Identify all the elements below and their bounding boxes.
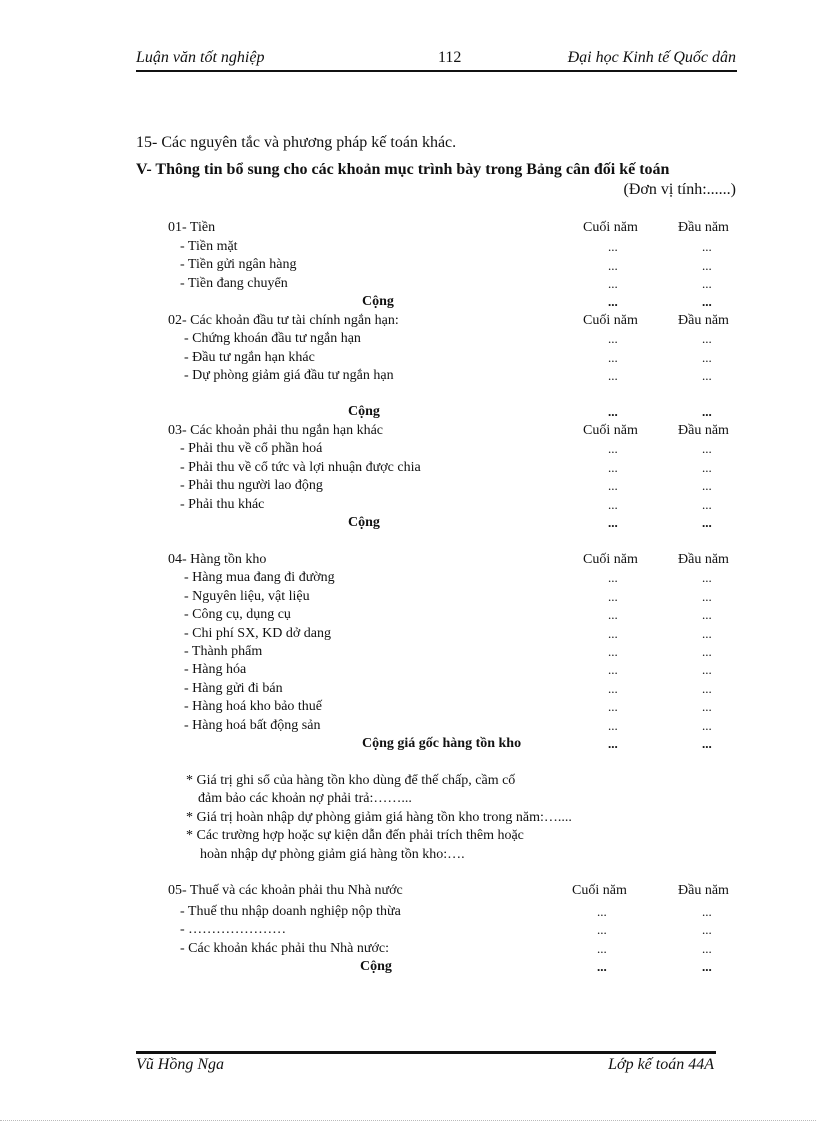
unit-label: (Đơn vị tính:......)	[623, 181, 736, 198]
value-begin: ...	[702, 607, 712, 622]
value-end: ...	[597, 904, 607, 919]
col-end-header: Cuối năm	[583, 552, 638, 567]
s02-row: - Đầu tư ngắn hạn khác	[184, 350, 315, 365]
s03-row: - Phải thu khác	[180, 497, 265, 512]
s05-row: - Các khoản khác phải thu Nhà nước:	[180, 941, 389, 956]
s03-total-end: ...	[608, 515, 618, 530]
value-begin: ...	[702, 589, 712, 604]
col-begin-header: Đầu năm	[678, 423, 729, 438]
s01-total-label: Cộng	[362, 294, 394, 309]
value-begin: ...	[702, 941, 712, 956]
value-begin: ...	[702, 350, 712, 365]
value-end: ...	[608, 718, 618, 733]
value-end: ...	[608, 276, 618, 291]
value-begin: ...	[702, 258, 712, 273]
value-end: ...	[608, 331, 618, 346]
value-end: ...	[608, 460, 618, 475]
s03-title: 03- Các khoản phải thu ngắn hạn khác	[168, 423, 383, 438]
s02-total-begin: ...	[702, 404, 712, 419]
s01-row: - Tiền đang chuyển	[180, 276, 288, 291]
value-begin: ...	[702, 718, 712, 733]
header-left: Luận văn tốt nghiệp	[136, 49, 265, 66]
footer-right: Lớp kế toán 44A	[608, 1056, 714, 1073]
value-end: ...	[608, 626, 618, 641]
s02-total-end: ...	[608, 404, 618, 419]
s04-title: 04- Hàng tồn kho	[168, 552, 267, 567]
s03-total-label: Cộng	[348, 515, 380, 530]
page-bottom-border	[0, 1120, 816, 1121]
s05-row: - …………………	[180, 922, 287, 937]
s04-note: đảm bảo các khoản nợ phải trả:……...	[198, 791, 412, 806]
section-v-title: V- Thông tin bổ sung cho các khoản mục trình bày trong Bảng cân đối kế toán	[136, 161, 670, 178]
value-begin: ...	[702, 644, 712, 659]
value-end: ...	[608, 258, 618, 273]
header-rule	[136, 70, 737, 72]
item-15: 15- Các nguyên tắc và phương pháp kế toán khác.	[136, 134, 457, 151]
value-end: ...	[597, 922, 607, 937]
header-right: Đại học Kinh tế Quốc dân	[567, 49, 736, 66]
s04-row: - Hàng hoá bất động sản	[184, 718, 321, 733]
s05-total-label: Cộng	[360, 959, 392, 974]
value-begin: ...	[702, 699, 712, 714]
value-begin: ...	[702, 497, 712, 512]
s03-row: - Phải thu về cổ tức và lợi nhuận được chia	[180, 460, 421, 475]
s01-row: - Tiền gửi ngân hàng	[180, 257, 297, 272]
s04-row: - Công cụ, dụng cụ	[184, 607, 291, 622]
col-begin-header: Đầu năm	[678, 220, 729, 235]
footer-rule	[136, 1051, 716, 1054]
s04-note: * Giá trị ghi sổ của hàng tồn kho dùng để thế chấp, cầm cố	[186, 773, 516, 788]
s02-row: - Dự phòng giảm giá đầu tư ngắn hạn	[184, 368, 394, 383]
value-end: ...	[608, 478, 618, 493]
value-end: ...	[608, 644, 618, 659]
value-begin: ...	[702, 662, 712, 677]
s04-row: - Hàng mua đang đi đường	[184, 570, 335, 585]
s01-total-begin: ...	[702, 294, 712, 309]
s02-title: 02- Các khoản đầu tư tài chính ngắn hạn:	[168, 313, 399, 328]
value-begin: ...	[702, 904, 712, 919]
s04-total-begin: ...	[702, 736, 712, 751]
value-begin: ...	[702, 570, 712, 585]
value-end: ...	[608, 368, 618, 383]
value-begin: ...	[702, 441, 712, 456]
col-begin-header: Đầu năm	[678, 552, 729, 567]
s01-total-end: ...	[608, 294, 618, 309]
col-end-header: Cuối năm	[583, 313, 638, 328]
s02-row: - Chứng khoán đầu tư ngắn hạn	[184, 331, 361, 346]
col-end-header: Cuối năm	[583, 423, 638, 438]
value-end: ...	[608, 589, 618, 604]
s04-row: - Chi phí SX, KD dở dang	[184, 626, 332, 641]
value-end: ...	[608, 239, 618, 254]
value-begin: ...	[702, 276, 712, 291]
s05-total-end: ...	[597, 959, 607, 974]
value-begin: ...	[702, 681, 712, 696]
value-end: ...	[608, 441, 618, 456]
s04-note: * Các trường hợp hoặc sự kiện dẫn đến phải trích thêm hoặc	[186, 828, 524, 843]
s01-row: - Tiền mặt	[180, 239, 238, 254]
footer-left: Vũ Hồng Nga	[136, 1056, 224, 1073]
value-begin: ...	[702, 626, 712, 641]
value-end: ...	[608, 607, 618, 622]
s03-row: - Phải thu về cổ phần hoá	[180, 441, 323, 456]
s03-row: - Phải thu người lao động	[180, 478, 323, 493]
s04-note: * Giá trị hoàn nhập dự phòng giảm giá hàng tồn kho trong năm:…....	[186, 810, 572, 825]
value-end: ...	[608, 497, 618, 512]
s04-row: - Hàng hoá kho bảo thuế	[184, 699, 323, 714]
s01-title: 01- Tiền	[168, 220, 216, 235]
value-end: ...	[608, 699, 618, 714]
s04-row: - Thành phẩm	[184, 644, 263, 659]
s04-note: hoàn nhập dự phòng giảm giá hàng tồn kho:….	[200, 847, 465, 862]
value-end: ...	[608, 350, 618, 365]
s05-total-begin: ...	[702, 959, 712, 974]
s04-total-end: ...	[608, 736, 618, 751]
s04-row: - Hàng gửi đi bán	[184, 681, 283, 696]
col-end-header: Cuối năm	[583, 220, 638, 235]
value-begin: ...	[702, 239, 712, 254]
s05-title: 05- Thuế và các khoản phải thu Nhà nước	[168, 883, 403, 898]
value-begin: ...	[702, 460, 712, 475]
value-end: ...	[608, 681, 618, 696]
s04-row: - Hàng hóa	[184, 662, 247, 677]
value-end: ...	[608, 570, 618, 585]
value-begin: ...	[702, 478, 712, 493]
s04-total-label: Cộng giá gốc hàng tồn kho	[362, 736, 522, 751]
s03-total-begin: ...	[702, 515, 712, 530]
col-begin-header: Đầu năm	[678, 313, 729, 328]
s04-row: - Nguyên liệu, vật liệu	[184, 589, 310, 604]
value-begin: ...	[702, 331, 712, 346]
col-end-header: Cuối năm	[572, 883, 627, 898]
value-end: ...	[597, 941, 607, 956]
value-end: ...	[608, 662, 618, 677]
col-begin-header: Đầu năm	[678, 883, 729, 898]
s02-total-label: Cộng	[348, 404, 380, 419]
s05-row: - Thuế thu nhập doanh nghiệp nộp thừa	[180, 904, 401, 919]
value-begin: ...	[702, 368, 712, 383]
page-number: 112	[438, 49, 462, 66]
value-begin: ...	[702, 922, 712, 937]
